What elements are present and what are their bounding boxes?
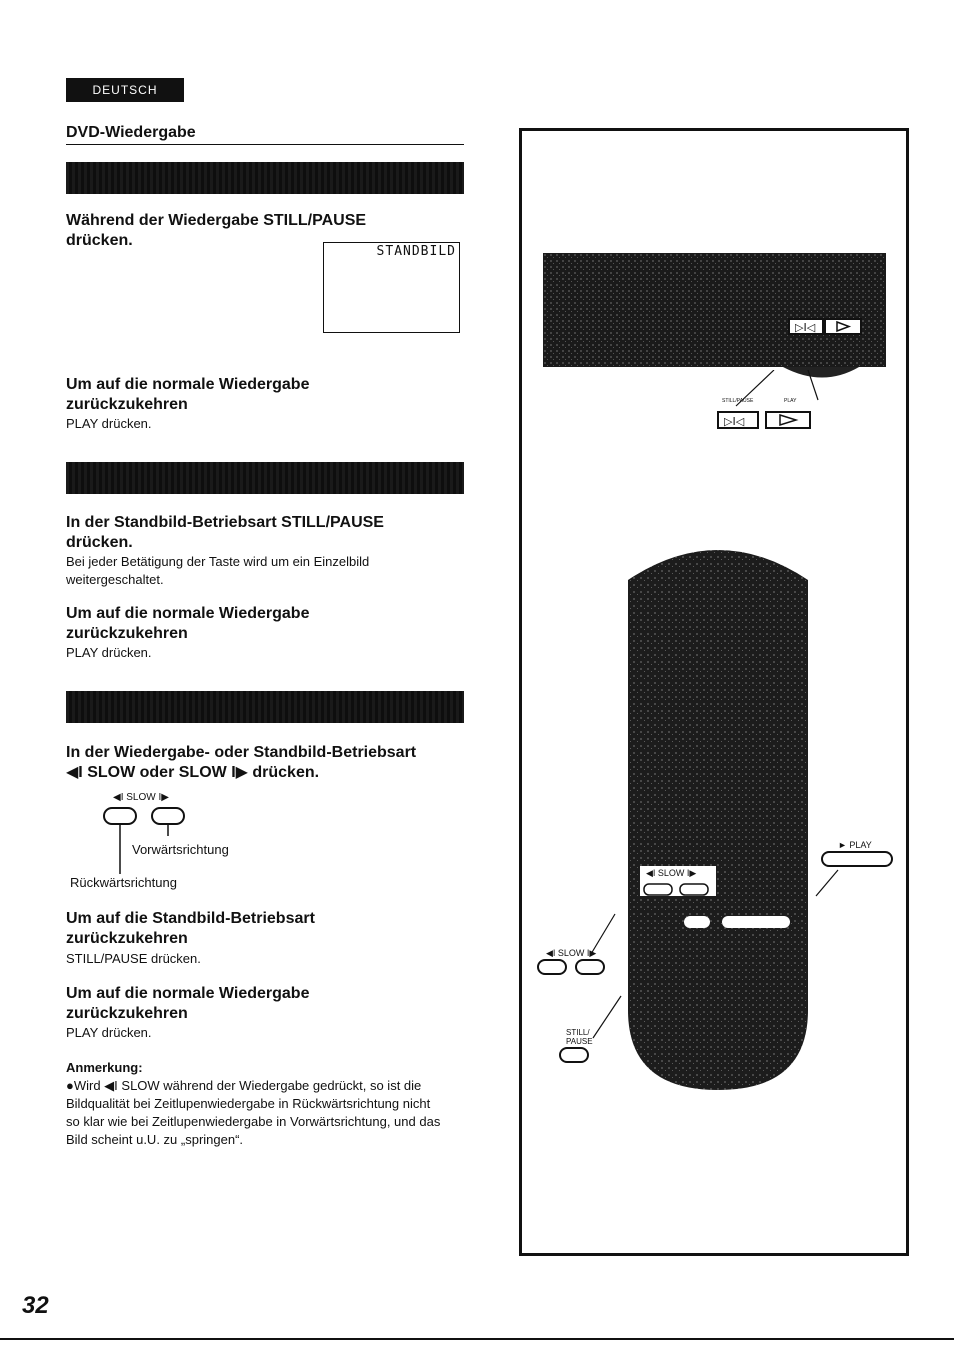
- slow-buttons-label: ◀I SLOW I▶: [113, 792, 169, 803]
- player-play-label: PLAY: [784, 398, 797, 404]
- still-return-heading: Um auf die Standbild-Betriebsart zurückzukehren: [66, 910, 315, 947]
- remote-slow-label: ◀I SLOW I▶: [646, 868, 697, 878]
- remote-control-illustration: [618, 540, 818, 1100]
- return-heading-3: Um auf die normale Wiedergabe zurückzukehren: [66, 985, 310, 1022]
- slow-forward-button-shape: [152, 808, 184, 824]
- slow-heading-line2: ◀I SLOW oder SLOW I▶ drücken.: [66, 764, 320, 781]
- page-number: 32: [22, 1292, 49, 1319]
- side-slow-back-button: [538, 960, 566, 974]
- dvd-player-illustration: [543, 253, 888, 388]
- side-still-label: STILL/ PAUSE: [566, 1028, 593, 1046]
- backward-label: Rückwärtsrichtung: [70, 875, 177, 890]
- section-bar-slow: [66, 691, 464, 723]
- return-heading-2: Um auf die normale Wiedergabe zurückzukehren: [66, 605, 310, 642]
- side-slow-buttons: [536, 958, 616, 980]
- side-slow-label: ◀I SLOW I▶: [546, 948, 597, 958]
- footer-rule: [0, 1338, 954, 1340]
- section-bar-frame: [66, 462, 464, 494]
- remote-play-label: ► PLAY: [838, 840, 872, 850]
- remote-play-button-icon: [822, 852, 892, 866]
- section-title: DVD-Wiedergabe: [66, 124, 464, 145]
- note-title: Anmerkung:: [66, 1060, 143, 1075]
- player-buttons-callout: [716, 410, 816, 432]
- side-still-button-icon: [560, 1048, 588, 1062]
- play-button-icon: [766, 412, 810, 428]
- language-tab: DEUTSCH: [66, 78, 184, 102]
- still-return-text: STILL/PAUSE drücken.: [66, 951, 201, 966]
- still-heading: Während der Wiedergabe STILL/PAUSE drücken.: [66, 212, 367, 249]
- return-text-2: PLAY drücken.: [66, 645, 152, 660]
- tv-display: [323, 242, 460, 333]
- side-slow-forward-button: [576, 960, 604, 974]
- return-heading-1: Um auf die normale Wiedergabe zurückzukehren: [66, 376, 310, 413]
- svg-text:▷I◁: ▷I◁: [795, 321, 816, 334]
- slow-back-button-shape: [104, 808, 136, 824]
- frame-heading: In der Standbild-Betriebsart STILL/PAUSE drücken.: [66, 514, 384, 551]
- section-bar-still: [66, 162, 464, 194]
- forward-label: Vorwärtsrichtung: [132, 842, 229, 857]
- note-text: ●Wird ◀I SLOW während der Wiedergabe gedrückt, so ist die Bildqualität bei Zeitlupenwiedergabe in Rückwärtsrichtung nicht so klar wie bei Zeitlupenwiedergabe in Vorwärtsrichtung, und das Bild scheint u.U. zu „springen“.: [66, 1078, 441, 1147]
- side-still-button: [556, 1046, 596, 1066]
- remote-play-callout: [812, 848, 896, 898]
- svg-text:▷I◁: ▷I◁: [724, 415, 745, 428]
- player-still-label: STILL/PAUSE: [722, 398, 754, 404]
- display-text: STANDBILD: [376, 244, 456, 259]
- return-text-1: PLAY drücken.: [66, 416, 152, 431]
- frame-text: Bei jeder Betätigung der Taste wird um ein Einzelbild weitergeschaltet.: [66, 554, 370, 587]
- return-text-3: PLAY drücken.: [66, 1025, 152, 1040]
- slow-heading-line1: In der Wiedergabe- oder Standbild-Betriebsart: [66, 744, 417, 761]
